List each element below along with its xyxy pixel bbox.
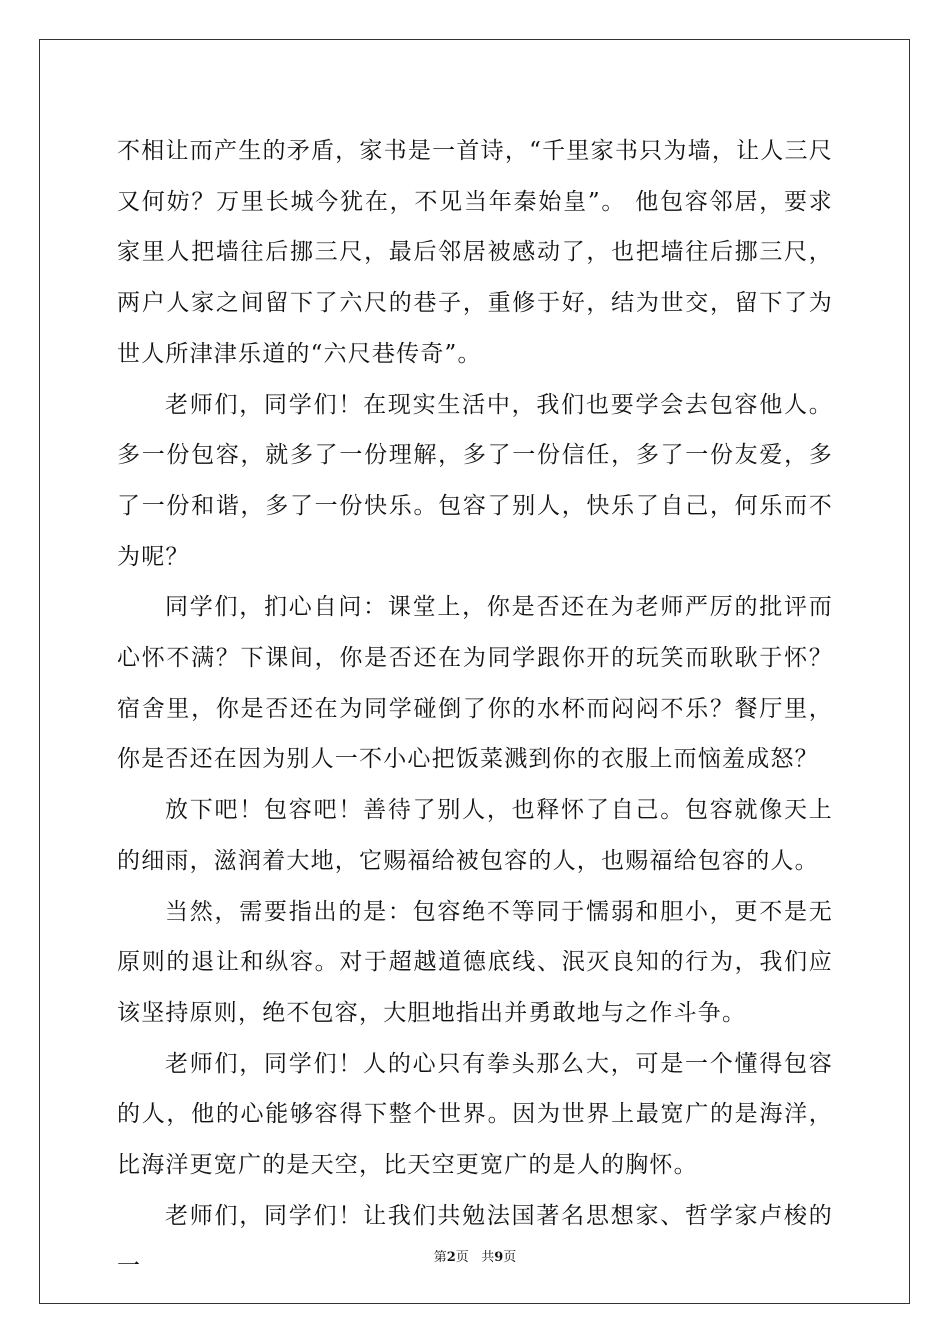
footer-separator <box>469 1250 481 1265</box>
paragraph: 同学们，扪心自问：课堂上，你是否还在为老师严厉的批评而心怀不满？下课间，你是否还在为同学跟你开的玩笑而耿耿于怀？宿舍里，你是否还在为同学碰倒了你的水杯而闷闷不乐？餐厅里，你是否还在因为别人一不小心把饭菜溅到你的衣服上而恼羞成怒？ <box>117 594 833 773</box>
page-number: 2 <box>446 1250 456 1265</box>
paragraph: 不相让而产生的矛盾，家书是一首诗，“千里家书只为墙，让人三尺又何妨？万里长城今犹在，不见当年秦始皇”。 他包容邻居，要求家里人把墙往后挪三尺，最后邻居被感动了，也把墙往后挪三尺，两户人家之间留下了六尺的巷子，重修于好，结为世交，留下了为世人所津津乐道的“六尺巷传奇”。 <box>117 138 833 367</box>
document-body <box>117 126 833 1292</box>
page-prefix: 第 <box>433 1250 447 1265</box>
paragraph: 当然，需要指出的是：包容绝不等同于懦弱和胆小，更不是无原则的退让和纵容。对于超越道德底线、泯灭良知的行为，我们应该坚持原则，绝不包容，大胆地指出并勇敢地与之作斗争。 <box>117 898 833 1026</box>
paragraph: 放下吧！包容吧！善待了别人，也释怀了自己。包容就像天上的细雨，滋润着大地，它赐福给被包容的人，也赐福给包容的人。 <box>117 797 833 874</box>
total-pages: 9 <box>494 1250 504 1265</box>
paragraph: 老师们，同学们！让我们共勉法国著名思想家、哲学家卢梭的一 <box>117 1202 833 1280</box>
paragraph: 老师们，同学们！在现实生活中，我们也要学会去包容他人。多一份包容，就多了一份理解，多了一份信任，多了一份友爱，多了一份和谐，多了一份快乐。包容了别人，快乐了自己，何乐而不为呢？ <box>117 391 833 570</box>
page-footer <box>0 1246 950 1265</box>
total-prefix: 共 <box>481 1250 495 1265</box>
total-suffix: 页 <box>503 1250 517 1265</box>
paragraph: 老师们，同学们！人的心只有拳头那么大，可是一个懂得包容的人，他的心能够容得下整个世界。因为世界上最宽广的是海洋，比海洋更宽广的是天空，比天空更宽广的是人的胸怀。 <box>117 1050 833 1179</box>
page-suffix: 页 <box>455 1250 469 1265</box>
